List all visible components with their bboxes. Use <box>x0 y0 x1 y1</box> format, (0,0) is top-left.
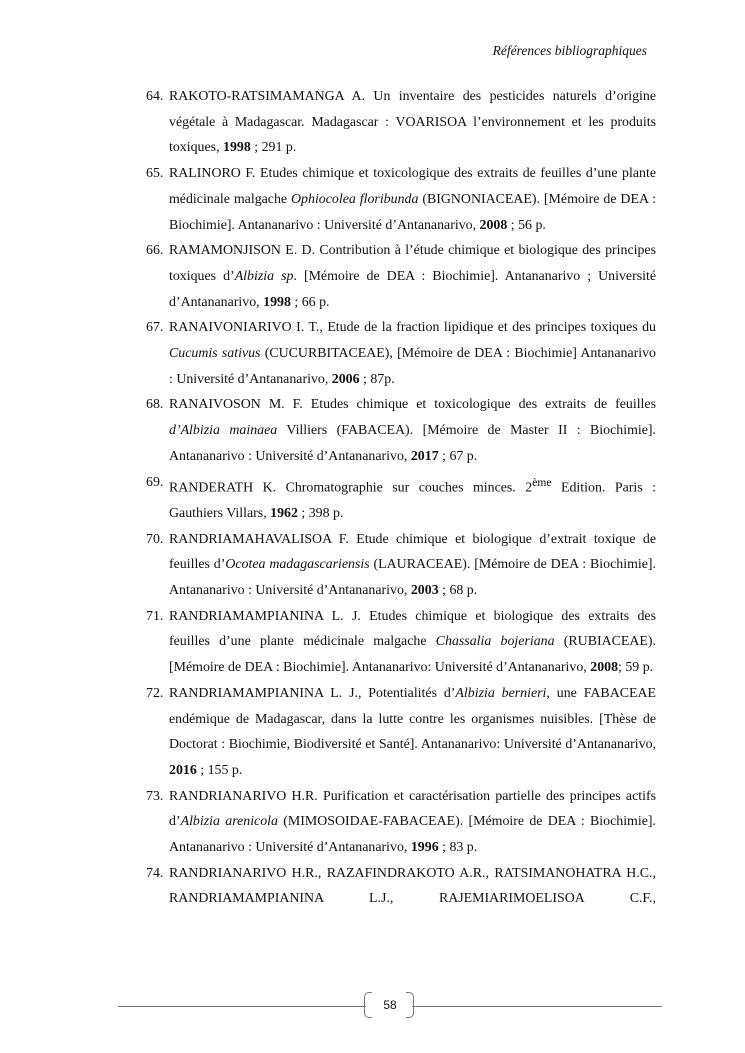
reference-text: RANDERATH K. Chromatographie sur couches minces. 2 <box>169 480 533 496</box>
reference-text: ; 155 p. <box>196 762 243 778</box>
reference-text: RANAIVOSON M. F. Etudes chimique et toxicologique des extraits de feuilles <box>169 397 656 413</box>
reference-species-name: Ocotea madagascariensis <box>225 557 370 573</box>
reference-text: ; 66 p. <box>290 294 330 310</box>
reference-number: 71. <box>146 608 164 624</box>
reference-species-name: Chassalia bojeriana <box>435 634 555 650</box>
reference-number: 68. <box>146 397 164 413</box>
reference-item <box>146 861 656 912</box>
reference-item <box>146 238 656 315</box>
reference-text: (LAURACEAE). [Mémoire de DEA : Biochimie]. Antananarivo : Université d’Antananarivo, <box>169 557 657 598</box>
reference-number: 69. <box>146 474 164 490</box>
reference-year: 2008 <box>479 217 508 233</box>
reference-text: ; 83 p. <box>438 840 478 856</box>
reference-text: RAMAMONJISON E. D. Contribution à l’étude chimique et biologique des principes toxiques d’ <box>169 243 656 284</box>
reference-year: 1962 <box>270 505 298 521</box>
reference-text: RANDRIAMAMPIANINA L. J. Etudes chimique et biologique des extraits des feuilles d’une plante médicinale malgache <box>169 608 656 650</box>
reference-item <box>146 527 656 604</box>
page-number-bracket-left <box>364 992 372 1018</box>
page-number-bracket-right <box>406 992 414 1018</box>
reference-superscript: ème <box>532 475 552 489</box>
reference-text: RAKOTO-RATSIMAMANGA A. Un inventaire des pesticides naturels d’origine végétale à Madagascar. Madagascar : VOARISOA l’environnement et les produits toxiques, <box>169 89 656 156</box>
reference-text: RANDRIAMAHAVALISOA F. Etude chimique et biologique d’extrait toxique de feuilles d’ <box>169 531 656 573</box>
footer-rule-left <box>118 1006 366 1007</box>
reference-item <box>146 84 656 161</box>
reference-item <box>146 470 656 527</box>
reference-year: 2003 <box>410 582 439 598</box>
reference-text: RANDRIANARIVO H.R. Purification et caractérisation partielle des principes actifs d’ <box>169 788 656 830</box>
reference-year: 2006 <box>331 371 360 387</box>
reference-text: RANDRIAMAMPIANINA L. J., Potentialités d’ <box>169 685 456 701</box>
reference-number: 73. <box>146 788 164 804</box>
running-header: Références bibliographiques <box>492 43 647 58</box>
reference-text: , une FABACEAE endémique de Madagascar, dans la lutte contre les organismes nuisibles. [Thèse de Doctorat : Biochimie, Biodiversité et Santé]. Antananarivo: Université d’Antananarivo, <box>169 685 656 753</box>
reference-species-name: Cucumis sativus <box>169 346 261 362</box>
reference-text: ; 291 p. <box>250 140 297 156</box>
reference-year: 1998 <box>263 294 291 310</box>
reference-year: 2008 <box>590 660 619 676</box>
reference-item <box>146 392 656 469</box>
reference-text: (CUCURBITACEAE), [Mémoire de DEA : Biochimie] Antananarivo : Université d’Antananarivo, <box>169 346 656 387</box>
reference-number: 66. <box>146 243 164 259</box>
reference-number: 64. <box>146 89 164 104</box>
reference-text: Villiers (FABACEA). [Mémoire de Master II : Biochimie]. Antananarivo : Université d’Antananarivo, <box>169 423 656 464</box>
reference-item <box>146 315 656 392</box>
reference-species-name: Albizia bernieri <box>455 685 547 701</box>
reference-number: 74. <box>146 865 164 881</box>
reference-year: 2016 <box>169 762 197 778</box>
page-number: 58 <box>383 998 397 1012</box>
reference-text: (BIGNONIACEAE). [Mémoire de DEA : Biochimie]. Antananarivo : Université d’Antananarivo, <box>169 191 656 233</box>
reference-number: 65. <box>146 166 164 182</box>
reference-text: RANAIVONIARIVO I. T., Etude de la fraction lipidique et des principes toxiques du <box>169 320 656 336</box>
reference-species-name: d’Albizia mainaea <box>169 423 278 439</box>
reference-year: 1998 <box>223 140 251 156</box>
reference-text: RANDRIANARIVO H.R., RAZAFINDRAKOTO A.R., RATSIMANOHATRA H.C., RANDRIAMAMPIANINA L.J., RAJEMIARIMOELISOA C.F., <box>169 865 656 907</box>
reference-text: ; 87p. <box>359 371 395 387</box>
reference-text: Edition. Paris : Gauthiers Villars, <box>169 480 656 521</box>
reference-species-name: Albizia sp <box>234 268 294 284</box>
reference-species-name: Ophiocolea floribunda <box>291 191 419 207</box>
reference-number: 72. <box>146 685 164 701</box>
reference-text: ; 59 p. <box>618 660 654 676</box>
reference-text: (MIMOSOIDAE-FABACEAE). [Mémoire de DEA : Biochimie]. Antananarivo : Université d’Antananarivo, <box>169 814 656 856</box>
reference-number: 70. <box>146 531 164 547</box>
reference-text: ; 398 p. <box>297 505 344 521</box>
reference-item <box>146 681 656 784</box>
reference-text: ; 67 p. <box>438 448 478 464</box>
reference-text: . [Mémoire de DEA : Biochimie]. Antananarivo ; Université d’Antananarivo, <box>169 268 656 310</box>
footer-rule-right <box>412 1006 662 1007</box>
reference-year: 2017 <box>410 448 439 464</box>
reference-item <box>146 784 656 861</box>
reference-year: 1996 <box>410 840 439 856</box>
reference-text: RALINORO F. Etudes chimique et toxicologique des extraits de feuilles d’une plante médicinale malgache <box>169 166 656 207</box>
reference-text: ; 56 p. <box>507 217 546 233</box>
reference-number: 67. <box>146 320 164 336</box>
reference-list <box>146 84 656 912</box>
reference-item <box>146 161 656 238</box>
reference-species-name: Albizia arenicola <box>180 814 278 830</box>
reference-text: (RUBIACEAE). [Mémoire de DEA : Biochimie]. Antananarivo: Université d’Antananarivo, <box>169 634 656 676</box>
reference-item <box>146 604 656 681</box>
reference-text: ; 68 p. <box>438 582 478 598</box>
